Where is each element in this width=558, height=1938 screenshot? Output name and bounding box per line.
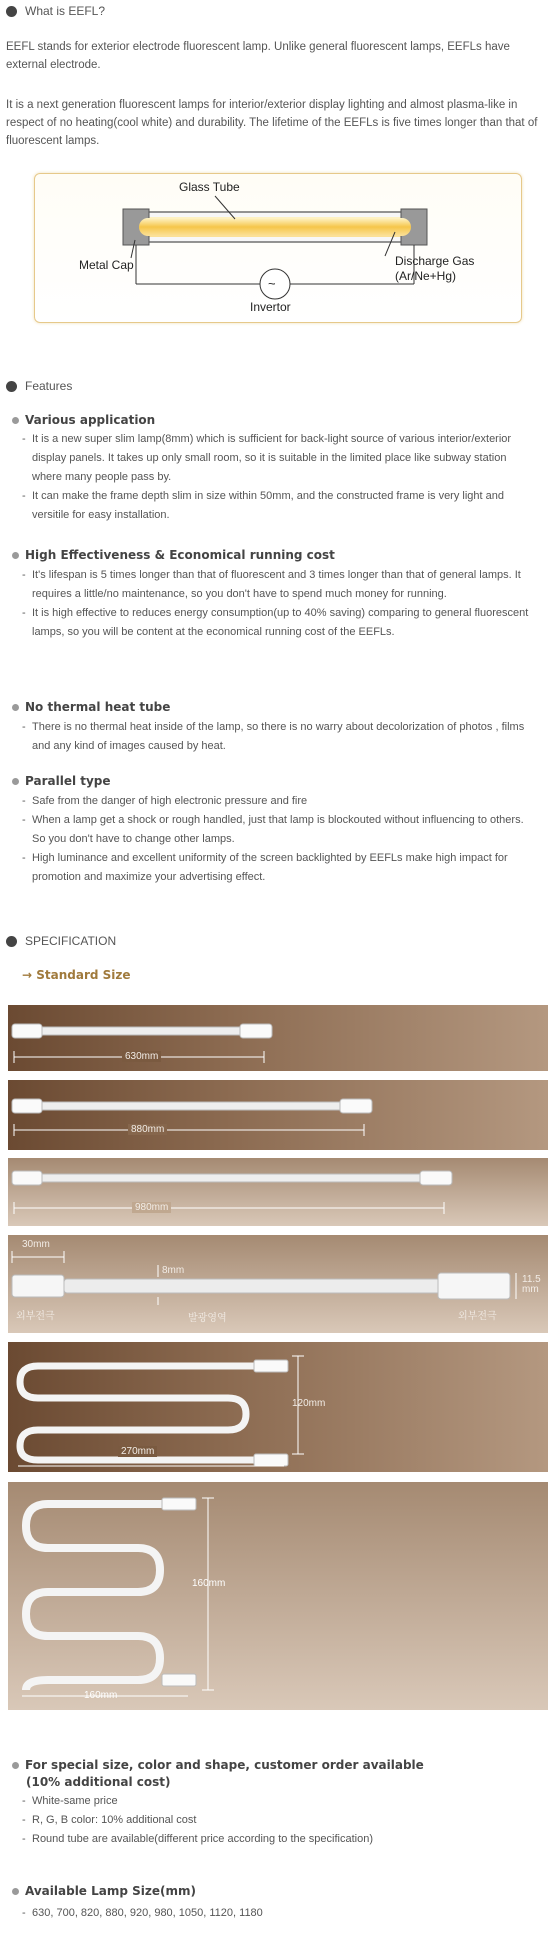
discharge-gas-label: Discharge Gas: [395, 254, 475, 268]
standard-size-heading: → Standard Size: [22, 968, 131, 982]
feature-bullet-list: [22, 718, 532, 756]
u-shape-lamp-image: [8, 1342, 548, 1472]
invertor-label: Invertor: [250, 300, 291, 314]
u-width-label: 270mm: [118, 1446, 157, 1457]
section-title: What is EEFL?: [25, 4, 106, 18]
feature-bullet: - When a lamp get a shock or rough handled, just that lamp is blockouted without influencing to others. So you don't have to change other lamps.: [22, 811, 532, 849]
special-order-subtitle: (10% additional cost): [26, 1775, 171, 1789]
serpentine-lamp-graphic: [8, 1482, 548, 1710]
lamp-980-image: [8, 1158, 548, 1226]
feature-bullet: - High luminance and excellent uniformity of the screen backlighted by EEFLs make high impact for promotion and maximize your advertising effect.: [22, 849, 532, 887]
intro-paragraph-2: It is a next generation fluorescent lamps for interior/exterior display lighting and almost plasma-like in respect of no heating(cool white) and durability. The lifetime of the EEFLs is five times longer than that of fluorescent lamps.: [6, 99, 538, 147]
feature-bullet-list: [22, 792, 532, 887]
section-specification-header: [6, 934, 116, 948]
special-order-bullet: - White-same price: [22, 1792, 532, 1811]
feature-bullet: - Safe from the danger of high electronic pressure and fire: [22, 792, 532, 811]
feature-bullet: - It's lifespan is 5 times longer than that of fluorescent and 3 times longer than that of general lamps. It requires a little/no maintenance, so you don't have to spend much money for running.: [22, 566, 532, 604]
diameter-label: 8mm: [162, 1265, 185, 1276]
dot-icon: [12, 704, 19, 711]
dot-icon: [12, 552, 19, 559]
feature-title: Various application: [12, 413, 155, 427]
feature-title: No thermal heat tube: [12, 700, 170, 714]
lamp-630-image: [8, 1005, 548, 1071]
w-height-label: 160mm: [192, 1578, 226, 1589]
cap-length-label: 30mm: [22, 1239, 50, 1250]
u-height-label: 120mm: [292, 1398, 326, 1409]
lamp-length-label: 980mm: [132, 1202, 171, 1213]
lamp-630-graphic: [8, 1005, 548, 1071]
feature-bullet: - It is high effective to reduces energy consumption(up to 40% saving) comparing to general fluorescent lamps, so you will be content at the economical running cost of the EEFLs.: [22, 604, 532, 642]
lamp-length-label: 630mm: [122, 1051, 161, 1062]
metal-cap-label: Metal Cap: [79, 258, 134, 272]
lamp-980-graphic: [8, 1158, 548, 1226]
dot-icon: [12, 778, 19, 785]
lamp-880-graphic: [8, 1080, 548, 1150]
serpentine-lamp-image: [8, 1482, 548, 1710]
eefl-structure-diagram: [34, 173, 522, 323]
invertor-tilde: ~: [268, 276, 276, 291]
feature-bullet-list: [22, 566, 532, 642]
bullet-icon: [6, 381, 17, 392]
special-order-bullet: - R, G, B color: 10% additional cost: [22, 1811, 532, 1830]
section-title: Features: [25, 379, 73, 393]
special-order-title: For special size, color and shape, customer order available: [12, 1758, 424, 1772]
bullet-icon: [6, 936, 17, 947]
feature-bullet: - It is a new super slim lamp(8mm) which is sufficient for back-light source of various interior/exterior display panels. It takes up only small room, so it is suitable in the limited place like subway station where many people pass by.: [22, 430, 532, 487]
w-width-label: 160mm: [84, 1690, 118, 1701]
feature-title: High Effectiveness & Economical running cost: [12, 548, 335, 562]
bullet-icon: [6, 6, 17, 17]
right-electrode-label: 외부전극: [458, 1311, 497, 1322]
dot-icon: [12, 417, 19, 424]
left-electrode-label: 외부전극: [16, 1311, 55, 1322]
emission-area-label: 발광영역: [188, 1313, 227, 1324]
glass-tube-label: Glass Tube: [179, 180, 240, 194]
u-shape-lamp-graphic: [8, 1342, 548, 1472]
lamp-880-image: [8, 1080, 548, 1150]
dot-icon: [12, 1888, 19, 1895]
lamp-length-label: 880mm: [128, 1124, 167, 1135]
available-size-values: - 630, 700, 820, 880, 920, 980, 1050, 1120, 1180: [22, 1904, 532, 1923]
section-title: SPECIFICATION: [25, 934, 117, 948]
feature-bullet: - There is no thermal heat inside of the lamp, so there is no warry about decolorization of photos , films and any kind of images caused by heat.: [22, 718, 532, 756]
feature-title: Parallel type: [12, 774, 111, 788]
special-order-bullet: - Round tube are available(different price according to the specification): [22, 1830, 532, 1849]
tube-light: [139, 218, 411, 236]
height-label: 11.5 mm: [522, 1274, 541, 1295]
section-what-is-eefl-header: [6, 4, 105, 18]
feature-bullet-list: [22, 430, 532, 525]
section-features-header: [6, 379, 72, 393]
feature-bullet: - It can make the frame depth slim in size within 50mm, and the constructed frame is very light and versitile for easy installation.: [22, 487, 532, 525]
special-order-list: [22, 1792, 532, 1849]
available-size-list: [22, 1904, 532, 1923]
available-size-title: Available Lamp Size(mm): [12, 1884, 196, 1898]
discharge-gas-mix-label: (Ar/Ne+Hg): [395, 269, 457, 283]
intro-paragraph-1: EEFL stands for exterior electrode fluorescent lamp. Unlike general fluorescent lamps, EEFLs have external electrode.: [6, 41, 510, 71]
dot-icon: [12, 1762, 19, 1769]
lamp-detail-image: [8, 1235, 548, 1333]
